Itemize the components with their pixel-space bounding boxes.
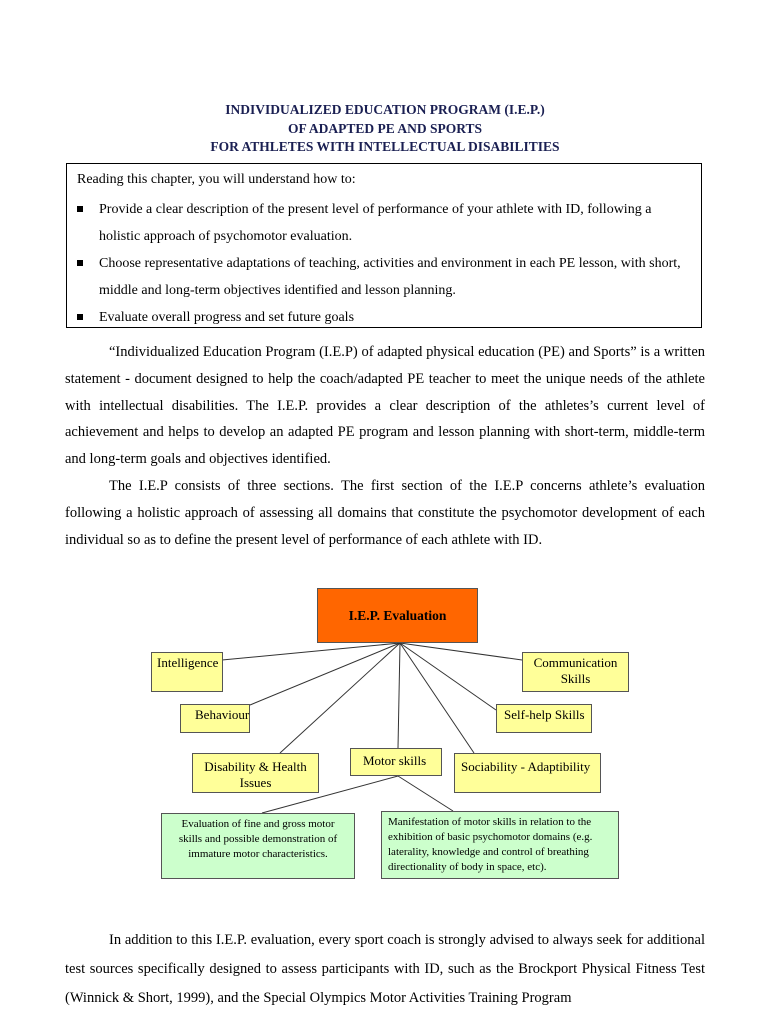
document-title <box>0 101 770 157</box>
iep-evaluation-node: I.E.P. Evaluation <box>317 588 478 643</box>
self-help-skills-node: Self-help Skills <box>496 704 592 733</box>
title-line-3: FOR ATHLETES WITH INTELLECTUAL DISABILITIES <box>210 139 560 154</box>
disability-health-node: Disability & Health Issues <box>192 753 319 793</box>
bullet-square-icon <box>77 206 83 212</box>
objective-item: Evaluate overall progress and set future goals <box>77 304 691 331</box>
bullet-square-icon <box>77 314 83 320</box>
manifestation-note-box: Manifestation of motor skills in relation to the exhibition of basic psychomotor domains (e.g. laterality, knowledge and control of breathing directionality of body in space, etc). <box>381 811 619 879</box>
body-paragraph-3: In addition to this I.E.P. evaluation, every sport coach is strongly advised to always seek for additional test sources specifically designed to assess participants with ID, such as the Brockport Physical Fitness Test (Winnick & Short, 1999), and the Special Olympics Motor Activities Training Program <box>65 932 705 1006</box>
intelligence-node: Intelligence <box>151 652 223 692</box>
evaluation-note-box: Evaluation of fine and gross motor skills and possible demonstration of immature motor characteristics. <box>161 813 355 879</box>
title-line-1: INDIVIDUALIZED EDUCATION PROGRAM (I.E.P.) <box>225 102 545 117</box>
objective-item: Provide a clear description of the present level of performance of your athlete with ID, following a holistic approach of psychomotor evaluation. <box>77 196 691 250</box>
connector-line <box>400 643 496 710</box>
motor-skills-node: Motor skills <box>350 748 442 776</box>
sociability-node: Sociability - Adaptibility <box>454 753 601 793</box>
objectives-lead: Reading this chapter, you will understand how to: <box>77 172 356 187</box>
connector-line <box>400 643 522 660</box>
objective-item: Choose representative adaptations of teaching, activities and environment in each PE lesson, with short, middle and long-term objectives identified and lesson planning. <box>77 250 691 304</box>
connector-line <box>280 643 400 753</box>
title-line-2: OF ADAPTED PE AND SPORTS <box>287 120 483 136</box>
chapter-objectives-box <box>66 163 702 328</box>
connector-line <box>398 776 453 811</box>
body-paragraph-2: The I.E.P consists of three sections. The first section of the I.E.P concerns athlete’s evaluation following a holistic approach of assessing all domains that constitute the psychomotor development of each individual so as to define the present level of performance of each athlete with ID. <box>65 478 705 548</box>
behaviour-node: Behaviour <box>180 704 250 733</box>
communication-skills-node: Communication Skills <box>522 652 629 692</box>
bullet-square-icon <box>77 260 83 266</box>
connector-line <box>250 643 400 705</box>
connector-line <box>400 643 474 753</box>
connector-line <box>222 643 400 660</box>
body-paragraph-1: “Individualized Education Program (I.E.P) of adapted physical education (PE) and Sports” is a written statement - document designed to help the coach/adapted PE teacher to meet the unique needs of the athlete with intellectual disabilities. The I.E.P. provides a clear description of the athletes’s current level of achievement and helps to develop an adapted PE program and lesson planning with short-term, middle-term and long-term goals and objectives identified. <box>65 344 705 468</box>
connector-line <box>398 643 400 748</box>
